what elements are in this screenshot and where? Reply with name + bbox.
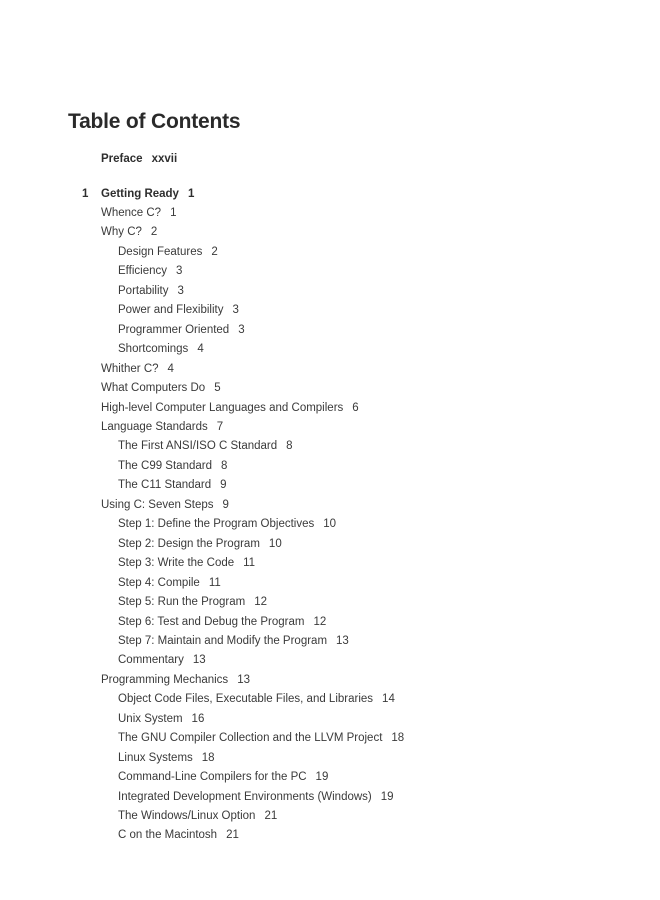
toc-entry-page: 13 — [237, 673, 250, 686]
toc-entry-label: Step 6: Test and Debug the Program — [118, 615, 305, 628]
toc-entry-label: Programmer Oriented — [118, 323, 230, 336]
toc-entry[interactable] — [118, 576, 221, 590]
toc-entry[interactable] — [101, 381, 221, 395]
toc-entry[interactable] — [118, 595, 267, 609]
toc-entry-page: 12 — [254, 596, 268, 608]
toc-entry-page: 2 — [150, 226, 158, 239]
toc-entry-page: 10 — [268, 537, 282, 550]
toc-entry-page: 3 — [177, 284, 184, 297]
toc-entry-page: 19 — [315, 771, 329, 783]
toc-entry-page: 21 — [226, 829, 239, 842]
toc-entry[interactable] — [118, 692, 395, 706]
toc-entry-page: 16 — [191, 712, 205, 725]
toc-entry-page: 3 — [176, 265, 183, 278]
toc-entry-label: The First ANSI/ISO C Standard — [118, 440, 278, 453]
toc-entry-label: Using C: Seven Steps — [101, 498, 214, 511]
toc-entry-label: Preface — [101, 153, 143, 165]
toc-entry-label: The GNU Compiler Collection and the LLVM Project — [118, 732, 383, 745]
toc-entry-label: What Computers Do — [101, 382, 206, 394]
toc-entry[interactable] — [118, 751, 215, 765]
toc-entry[interactable] — [101, 673, 250, 687]
toc-entry-label: C on the Macintosh — [118, 829, 218, 842]
toc-entry[interactable] — [118, 303, 239, 317]
toc-entry[interactable] — [118, 245, 218, 259]
toc-entry-page: 6 — [352, 401, 359, 414]
toc-entry[interactable] — [118, 634, 349, 648]
toc-entry-label: Step 4: Compile — [118, 576, 200, 589]
toc-entry[interactable] — [118, 537, 282, 551]
toc-entry[interactable] — [118, 809, 277, 823]
toc-entry-label: Whither C? — [101, 362, 159, 375]
toc-entry-label: Unix System — [118, 712, 183, 725]
toc-entry-page: 8 — [286, 440, 293, 453]
toc-entry-page: 18 — [391, 732, 405, 745]
toc-entry-label: The C99 Standard — [118, 459, 212, 472]
page-title: Table of Contents — [68, 110, 241, 133]
toc-entry[interactable] — [101, 225, 157, 239]
toc-entry[interactable] — [101, 362, 174, 376]
toc-entry-page: 1 — [170, 207, 177, 219]
toc-entry[interactable] — [118, 264, 182, 278]
toc-entry-label: Step 3: Write the Code — [118, 557, 235, 570]
toc-entry-label: Commentary — [118, 654, 184, 667]
toc-entry-label: Object Code Files, Executable Files, and Libraries — [118, 693, 374, 706]
toc-entry[interactable] — [118, 828, 239, 842]
toc-entry[interactable] — [118, 615, 326, 629]
toc-entry[interactable] — [118, 342, 204, 356]
toc-entry-page: 13 — [336, 634, 349, 647]
toc-entry-page: 9 — [220, 479, 227, 492]
toc-entry-page: 12 — [313, 615, 327, 628]
toc-entry-page: 8 — [220, 459, 228, 472]
toc-entry-label: Step 1: Define the Program Objectives — [118, 518, 315, 531]
toc-entry-label: Whence C? — [101, 207, 162, 219]
toc-entry-page: 3 — [238, 323, 245, 336]
toc-entry-page: 1 — [187, 188, 195, 200]
toc-entry-page: 10 — [323, 518, 337, 531]
toc-entry-page: 19 — [380, 790, 394, 803]
toc-entry-page: 4 — [167, 362, 174, 375]
toc-entry-label: Integrated Development Environments (Windows) — [118, 790, 372, 803]
toc-entry-label: Step 7: Maintain and Modify the Program — [118, 634, 328, 647]
toc-entry[interactable] — [118, 653, 206, 667]
toc-entry-label: Command-Line Compilers for the PC — [118, 771, 307, 783]
toc-entry-label: Programming Mechanics — [101, 673, 229, 686]
toc-entry[interactable] — [118, 439, 293, 453]
toc-entry-preface[interactable] — [101, 152, 177, 166]
toc-entry[interactable] — [101, 420, 223, 434]
toc-entry[interactable] — [101, 206, 177, 220]
toc-entry-label: Step 2: Design the Program — [118, 537, 260, 550]
toc-entry[interactable] — [118, 712, 204, 726]
toc-entry[interactable] — [118, 731, 404, 745]
toc-entry-page: 5 — [214, 382, 221, 394]
toc-entry-page: 3 — [232, 304, 239, 317]
toc-entry[interactable] — [118, 556, 255, 570]
toc-entry-page: 11 — [208, 576, 221, 589]
toc-entry[interactable] — [118, 459, 227, 473]
toc-entry-label: Getting Ready — [101, 188, 179, 200]
toc-entry-label: High-level Computer Languages and Compilers — [101, 401, 344, 414]
toc-entry[interactable] — [118, 323, 245, 337]
toc-entry[interactable] — [118, 770, 328, 784]
toc-entry-page: xxvii — [151, 153, 178, 165]
toc-entry-page: 4 — [197, 343, 204, 356]
toc-entry-label: The Windows/Linux Option — [118, 809, 256, 822]
toc-entry-label: Linux Systems — [118, 751, 193, 764]
toc-entry[interactable] — [101, 498, 229, 512]
toc-chapter-entry[interactable] — [101, 187, 194, 201]
toc-entry[interactable] — [118, 284, 184, 298]
toc-entry-page: 21 — [264, 809, 278, 822]
toc-entry-label: Power and Flexibility — [118, 304, 224, 317]
toc-entry[interactable] — [118, 790, 394, 804]
toc-entry-page: 11 — [243, 557, 256, 570]
toc-entry-page: 14 — [382, 693, 395, 706]
toc-entry-page: 18 — [201, 751, 215, 764]
toc-entry-label: Language Standards — [101, 420, 208, 433]
toc-entry-page: 9 — [222, 498, 229, 511]
toc-entry-label: Portability — [118, 284, 169, 297]
toc-entry-label: Shortcomings — [118, 343, 189, 356]
toc-entry-page: 7 — [216, 420, 224, 433]
toc-entry[interactable] — [118, 517, 336, 531]
toc-entry-label: Step 5: Run the Program — [118, 596, 246, 608]
chapter-number: 1 — [82, 188, 89, 200]
toc-entry-page: 2 — [211, 245, 218, 258]
toc-entry-label: Why C? — [101, 226, 142, 239]
toc-entry-page: 13 — [192, 654, 206, 667]
toc-entry[interactable] — [118, 478, 227, 492]
toc-entry[interactable] — [101, 401, 359, 415]
toc-entry-label: Efficiency — [118, 265, 168, 278]
toc-entry-label: The C11 Standard — [118, 479, 212, 492]
toc-entry-label: Design Features — [118, 245, 203, 258]
